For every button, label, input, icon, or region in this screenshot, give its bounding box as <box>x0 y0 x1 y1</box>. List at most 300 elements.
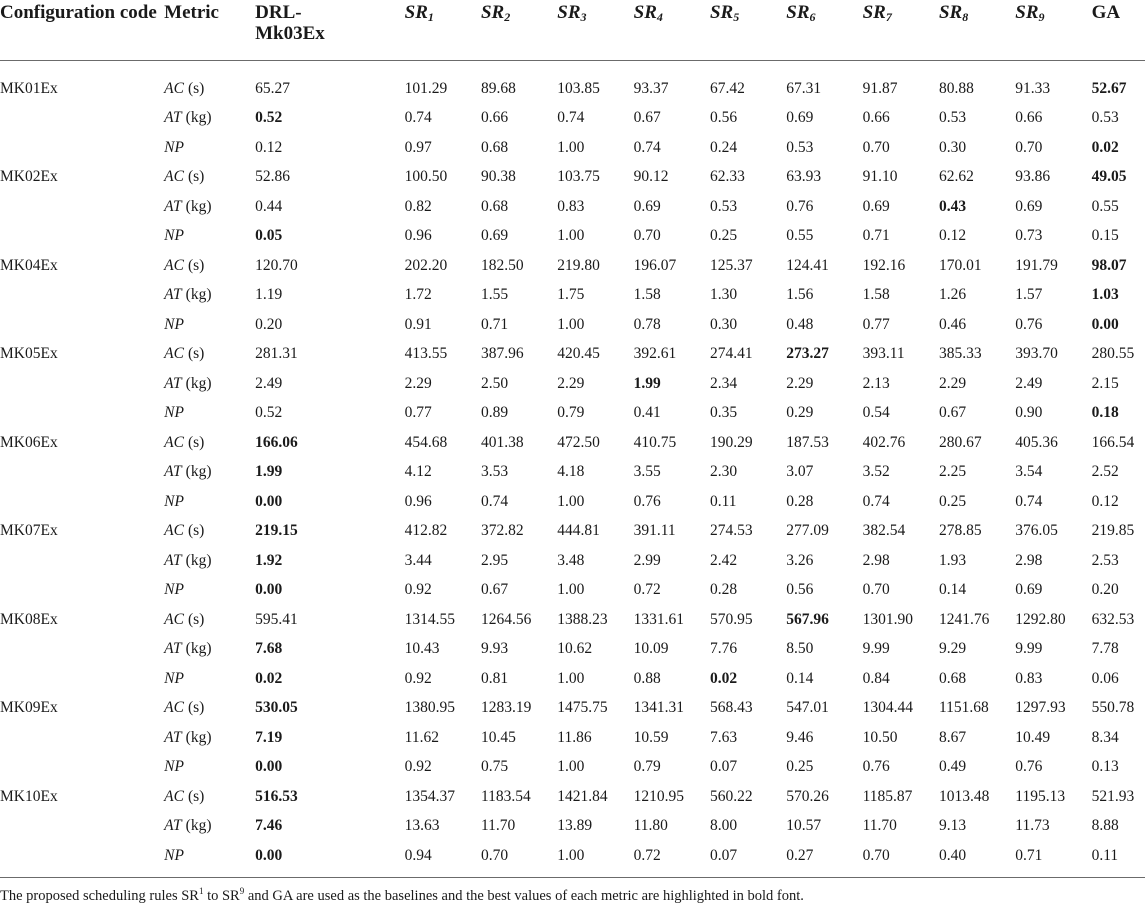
value-cell: 1388.23 <box>557 610 608 628</box>
value-cell: 0.76 <box>862 758 890 776</box>
value-cell: 0.56 <box>709 109 738 127</box>
value-cell: 393.70 <box>1015 345 1058 363</box>
value-cell: 0.76 <box>786 197 814 215</box>
value-cell: 0.28 <box>786 492 814 510</box>
value-cell: 8.50 <box>786 640 814 658</box>
header-sr-7: SR7 <box>862 2 892 24</box>
value-cell: 2.99 <box>633 551 661 569</box>
value-cell: 0.68 <box>480 197 509 215</box>
value-cell: 10.45 <box>480 728 516 746</box>
value-cell: 567.96 <box>786 610 829 628</box>
metric-cell: AT (kg) <box>164 817 212 835</box>
value-cell: 52.67 <box>1091 79 1127 97</box>
metric-cell: NP <box>164 581 184 599</box>
value-cell: 0.53 <box>938 109 967 127</box>
value-cell: 0.92 <box>404 758 432 776</box>
metric-cell: NP <box>164 404 184 422</box>
value-cell: 219.85 <box>1091 522 1135 540</box>
value-cell: 0.72 <box>633 846 661 864</box>
value-cell: 7.19 <box>255 728 283 746</box>
config-code-cell <box>0 458 164 488</box>
value-cell: 11.70 <box>862 817 897 835</box>
value-cell: 192.16 <box>862 256 906 274</box>
value-cell: 1.72 <box>404 286 432 304</box>
table-row <box>0 605 1145 635</box>
value-cell: 0.88 <box>633 669 661 687</box>
value-cell: 13.63 <box>404 817 440 835</box>
value-cell: 9.93 <box>480 640 509 658</box>
value-cell: 0.70 <box>1015 138 1043 156</box>
value-cell: 3.52 <box>862 463 890 481</box>
value-cell: 0.28 <box>709 581 738 599</box>
value-cell: 10.09 <box>633 640 669 658</box>
value-cell: 1.30 <box>709 286 738 304</box>
value-cell: 2.34 <box>709 374 738 392</box>
value-cell: 0.25 <box>709 227 738 245</box>
value-cell: 568.43 <box>709 699 753 717</box>
value-cell: 80.88 <box>938 79 974 97</box>
value-cell: 1.93 <box>938 551 967 569</box>
config-code-cell <box>0 133 164 163</box>
value-cell: 0.55 <box>786 227 814 245</box>
config-code-cell: MK08Ex <box>0 610 58 628</box>
metric-cell: NP <box>164 669 184 687</box>
value-cell: 9.99 <box>1015 640 1043 658</box>
value-cell: 0.81 <box>480 669 509 687</box>
value-cell: 0.18 <box>1091 404 1119 422</box>
value-cell: 2.95 <box>480 551 509 569</box>
table-body <box>0 74 1145 871</box>
value-cell: 11.70 <box>480 817 516 835</box>
value-cell: 0.43 <box>938 197 967 215</box>
header-sr-9: SR9 <box>1015 2 1045 24</box>
value-cell: 1183.54 <box>480 787 531 805</box>
metric-cell: AT (kg) <box>164 286 212 304</box>
metric-cell: AT (kg) <box>164 463 212 481</box>
value-cell: 0.66 <box>480 109 509 127</box>
value-cell: 278.85 <box>938 522 982 540</box>
value-cell: 0.12 <box>255 138 283 156</box>
table-row <box>0 753 1145 783</box>
header-sr-1: SR1 <box>404 2 434 24</box>
value-cell: 280.67 <box>938 433 982 451</box>
config-code-cell: MK09Ex <box>0 699 58 717</box>
value-cell: 3.44 <box>404 551 432 569</box>
value-cell: 0.70 <box>480 846 509 864</box>
value-cell: 10.59 <box>633 728 669 746</box>
value-cell: 0.15 <box>1091 227 1119 245</box>
table-row <box>0 723 1145 753</box>
value-cell: 1.03 <box>1091 286 1119 304</box>
value-cell: 100.50 <box>404 168 448 186</box>
value-cell: 274.41 <box>709 345 753 363</box>
value-cell: 7.63 <box>709 728 738 746</box>
value-cell: 2.42 <box>709 551 738 569</box>
value-cell: 0.92 <box>404 669 432 687</box>
value-cell: 1.00 <box>557 138 585 156</box>
value-cell: 170.01 <box>938 256 982 274</box>
value-cell: 0.68 <box>938 669 967 687</box>
header-sr-5: SR5 <box>709 2 740 24</box>
value-cell: 0.14 <box>786 669 814 687</box>
value-cell: 0.76 <box>1015 315 1043 333</box>
value-cell: 0.70 <box>862 846 890 864</box>
value-cell: 4.18 <box>557 463 585 481</box>
value-cell: 0.69 <box>862 197 890 215</box>
value-cell: 11.80 <box>633 817 668 835</box>
value-cell: 376.05 <box>1015 522 1058 540</box>
value-cell: 1.00 <box>557 669 585 687</box>
value-cell: 89.68 <box>480 79 516 97</box>
value-cell: 1.55 <box>480 286 509 304</box>
value-cell: 0.96 <box>404 227 432 245</box>
value-cell: 472.50 <box>557 433 600 451</box>
value-cell: 187.53 <box>786 433 829 451</box>
value-cell: 2.29 <box>786 374 814 392</box>
value-cell: 0.69 <box>633 197 661 215</box>
value-cell: 120.70 <box>255 256 298 274</box>
value-cell: 3.48 <box>557 551 585 569</box>
value-cell: 0.70 <box>862 138 890 156</box>
value-cell: 0.46 <box>938 315 967 333</box>
value-cell: 0.69 <box>1015 197 1043 215</box>
value-cell: 570.26 <box>786 787 829 805</box>
value-cell: 1.00 <box>557 227 585 245</box>
value-cell: 4.12 <box>404 463 432 481</box>
table-row <box>0 487 1145 517</box>
metric-cell: NP <box>164 227 184 245</box>
config-code-cell <box>0 576 164 606</box>
value-cell: 550.78 <box>1091 699 1135 717</box>
value-cell: 0.92 <box>404 581 432 599</box>
metric-cell: AC (s) <box>164 168 205 186</box>
value-cell: 1210.95 <box>633 787 684 805</box>
value-cell: 1297.93 <box>1015 699 1066 717</box>
value-cell: 125.37 <box>709 256 753 274</box>
value-cell: 1331.61 <box>633 610 684 628</box>
metric-cell: AT (kg) <box>164 374 212 392</box>
value-cell: 0.00 <box>255 758 283 776</box>
value-cell: 103.85 <box>557 79 600 97</box>
value-cell: 93.86 <box>1015 168 1051 186</box>
value-cell: 7.46 <box>255 817 283 835</box>
value-cell: 281.31 <box>255 345 298 363</box>
value-cell: 0.27 <box>786 846 814 864</box>
value-cell: 0.69 <box>786 109 814 127</box>
value-cell: 274.53 <box>709 522 753 540</box>
value-cell: 0.54 <box>862 404 890 422</box>
value-cell: 11.86 <box>557 728 592 746</box>
metric-cell: AC (s) <box>164 345 205 363</box>
value-cell: 10.49 <box>1015 728 1051 746</box>
value-cell: 401.38 <box>480 433 524 451</box>
value-cell: 7.76 <box>709 640 738 658</box>
table-row <box>0 458 1145 488</box>
value-cell: 0.74 <box>862 492 890 510</box>
value-cell: 382.54 <box>862 522 906 540</box>
value-cell: 1314.55 <box>404 610 456 628</box>
value-cell: 1.19 <box>255 286 283 304</box>
value-cell: 0.74 <box>404 109 432 127</box>
value-cell: 387.96 <box>480 345 524 363</box>
value-cell: 13.89 <box>557 817 593 835</box>
config-code-cell: MK10Ex <box>0 787 58 805</box>
value-cell: 8.34 <box>1091 728 1119 746</box>
value-cell: 2.30 <box>709 463 738 481</box>
table-row <box>0 281 1145 311</box>
value-cell: 2.15 <box>1091 374 1119 392</box>
value-cell: 101.29 <box>404 79 448 97</box>
value-cell: 0.00 <box>255 492 283 510</box>
value-cell: 1.00 <box>557 758 585 776</box>
value-cell: 190.29 <box>709 433 753 451</box>
value-cell: 2.29 <box>404 374 432 392</box>
value-cell: 3.53 <box>480 463 509 481</box>
value-cell: 273.27 <box>786 345 829 363</box>
table-row <box>0 133 1145 163</box>
value-cell: 1301.90 <box>862 610 913 628</box>
value-cell: 1.92 <box>255 551 283 569</box>
value-cell: 10.62 <box>557 640 593 658</box>
value-cell: 0.00 <box>1091 315 1119 333</box>
value-cell: 1.00 <box>557 846 585 864</box>
value-cell: 0.74 <box>480 492 509 510</box>
value-cell: 1195.13 <box>1015 787 1066 805</box>
value-cell: 98.07 <box>1091 256 1127 274</box>
value-cell: 516.53 <box>255 787 298 805</box>
value-cell: 202.20 <box>404 256 448 274</box>
config-code-cell <box>0 723 164 753</box>
metric-cell: AT (kg) <box>164 197 212 215</box>
value-cell: 3.07 <box>786 463 814 481</box>
value-cell: 3.26 <box>786 551 814 569</box>
value-cell: 1151.68 <box>938 699 989 717</box>
value-cell: 11.62 <box>404 728 439 746</box>
value-cell: 0.52 <box>255 109 283 127</box>
value-cell: 8.88 <box>1091 817 1119 835</box>
value-cell: 0.96 <box>404 492 432 510</box>
value-cell: 1354.37 <box>404 787 456 805</box>
value-cell: 570.95 <box>709 610 753 628</box>
value-cell: 9.46 <box>786 728 814 746</box>
header-sr-8: SR8 <box>938 2 969 24</box>
value-cell: 219.80 <box>557 256 600 274</box>
value-cell: 0.70 <box>862 581 890 599</box>
value-cell: 0.11 <box>709 492 737 510</box>
value-cell: 0.97 <box>404 138 432 156</box>
config-code-cell <box>0 753 164 783</box>
table-row <box>0 163 1145 193</box>
value-cell: 2.52 <box>1091 463 1119 481</box>
value-cell: 166.54 <box>1091 433 1135 451</box>
value-cell: 0.25 <box>938 492 967 510</box>
value-cell: 0.71 <box>480 315 509 333</box>
value-cell: 277.09 <box>786 522 829 540</box>
value-cell: 1.00 <box>557 315 585 333</box>
value-cell: 0.30 <box>938 138 967 156</box>
value-cell: 632.53 <box>1091 610 1135 628</box>
value-cell: 0.89 <box>480 404 509 422</box>
value-cell: 0.00 <box>255 581 283 599</box>
value-cell: 0.07 <box>709 846 738 864</box>
value-cell: 0.41 <box>633 404 661 422</box>
header-ga: GA <box>1091 2 1121 23</box>
value-cell: 2.53 <box>1091 551 1119 569</box>
value-cell: 0.11 <box>1091 846 1119 864</box>
value-cell: 10.57 <box>786 817 822 835</box>
value-cell: 0.74 <box>557 109 585 127</box>
config-code-cell: MK05Ex <box>0 345 58 363</box>
table-footnote: The proposed scheduling rules $SR^1$ to $SR^9$ and GA are used as the baselines and the best values of each metric are highlighted in bold font. <box>0 886 804 904</box>
metric-cell: AC (s) <box>164 610 205 628</box>
header-sr-4: SR4 <box>633 2 663 24</box>
header-sr-6: SR6 <box>786 2 816 24</box>
value-cell: 196.07 <box>633 256 677 274</box>
config-code-cell <box>0 664 164 694</box>
value-cell: 191.79 <box>1015 256 1058 274</box>
value-cell: 0.14 <box>938 581 967 599</box>
value-cell: 0.67 <box>633 109 661 127</box>
value-cell: 0.75 <box>480 758 509 776</box>
metric-cell: NP <box>164 846 184 864</box>
table-row <box>0 694 1145 724</box>
value-cell: 0.12 <box>938 227 967 245</box>
value-cell: 0.71 <box>862 227 890 245</box>
value-cell: 1.57 <box>1015 286 1043 304</box>
value-cell: 52.86 <box>255 168 290 186</box>
value-cell: 9.13 <box>938 817 967 835</box>
value-cell: 521.93 <box>1091 787 1135 805</box>
value-cell: 1283.19 <box>480 699 532 717</box>
value-cell: 0.07 <box>709 758 738 776</box>
metric-cell: AC (s) <box>164 699 205 717</box>
config-code-cell: MK07Ex <box>0 522 58 540</box>
value-cell: 402.76 <box>862 433 906 451</box>
value-cell: 67.31 <box>786 79 822 97</box>
config-code-cell <box>0 546 164 576</box>
table-row <box>0 576 1145 606</box>
table-row <box>0 664 1145 694</box>
value-cell: 1.00 <box>557 581 585 599</box>
value-cell: 0.74 <box>1015 492 1043 510</box>
table-row <box>0 222 1145 252</box>
metric-cell: AC (s) <box>164 433 205 451</box>
value-cell: 0.48 <box>786 315 814 333</box>
value-cell: 0.66 <box>862 109 890 127</box>
value-cell: 11.73 <box>1015 817 1050 835</box>
value-cell: 91.10 <box>862 168 898 186</box>
value-cell: 560.22 <box>709 787 753 805</box>
value-cell: 0.69 <box>480 227 509 245</box>
value-cell: 91.87 <box>862 79 898 97</box>
value-cell: 7.78 <box>1091 640 1119 658</box>
value-cell: 0.00 <box>255 846 283 864</box>
value-cell: 2.29 <box>938 374 967 392</box>
value-cell: 9.29 <box>938 640 967 658</box>
value-cell: 1264.56 <box>480 610 532 628</box>
value-cell: 1421.84 <box>557 787 608 805</box>
value-cell: 0.67 <box>938 404 967 422</box>
value-cell: 0.49 <box>938 758 967 776</box>
value-cell: 0.02 <box>1091 138 1119 156</box>
value-cell: 62.62 <box>938 168 974 186</box>
config-code-cell <box>0 487 164 517</box>
value-cell: 0.30 <box>709 315 738 333</box>
value-cell: 0.13 <box>1091 758 1119 776</box>
value-cell: 0.12 <box>1091 492 1119 510</box>
value-cell: 454.68 <box>404 433 448 451</box>
value-cell: 0.52 <box>255 404 283 422</box>
config-code-cell: MK01Ex <box>0 79 58 97</box>
table-row <box>0 192 1145 222</box>
value-cell: 413.55 <box>404 345 448 363</box>
value-cell: 412.82 <box>404 522 448 540</box>
value-cell: 0.76 <box>1015 758 1043 776</box>
metric-cell: NP <box>164 138 184 156</box>
value-cell: 219.15 <box>255 522 298 540</box>
value-cell: 0.66 <box>1015 109 1043 127</box>
metric-cell: AC (s) <box>164 79 205 97</box>
metric-cell: AC (s) <box>164 256 205 274</box>
value-cell: 63.93 <box>786 168 822 186</box>
value-cell: 0.79 <box>633 758 661 776</box>
value-cell: 62.33 <box>709 168 745 186</box>
header-sr-2: SR2 <box>480 2 511 24</box>
table-header-row <box>0 0 1145 61</box>
config-code-cell <box>0 812 164 842</box>
header-metric: Metric <box>164 2 219 23</box>
config-code-cell <box>0 841 164 871</box>
config-code-cell: MK06Ex <box>0 433 58 451</box>
value-cell: 385.33 <box>938 345 982 363</box>
table-row <box>0 369 1145 399</box>
value-cell: 8.00 <box>709 817 738 835</box>
value-cell: 0.53 <box>786 138 814 156</box>
value-cell: 391.11 <box>633 522 676 540</box>
value-cell: 530.05 <box>255 699 298 717</box>
value-cell: 2.50 <box>480 374 509 392</box>
value-cell: 2.49 <box>1015 374 1043 392</box>
value-cell: 10.43 <box>404 640 440 658</box>
value-cell: 0.77 <box>404 404 432 422</box>
metric-cell: NP <box>164 492 184 510</box>
value-cell: 392.61 <box>633 345 677 363</box>
table-row <box>0 74 1145 104</box>
value-cell: 90.38 <box>480 168 516 186</box>
value-cell: 0.56 <box>786 581 814 599</box>
table-row <box>0 251 1145 281</box>
value-cell: 2.98 <box>862 551 890 569</box>
value-cell: 0.53 <box>709 197 738 215</box>
table-row <box>0 517 1145 547</box>
config-code-cell <box>0 399 164 429</box>
value-cell: 1304.44 <box>862 699 913 717</box>
config-code-cell <box>0 310 164 340</box>
value-cell: 0.77 <box>862 315 890 333</box>
value-cell: 1185.87 <box>862 787 913 805</box>
value-cell: 103.75 <box>557 168 600 186</box>
value-cell: 1.99 <box>633 374 661 392</box>
value-cell: 0.83 <box>1015 669 1043 687</box>
value-cell: 2.25 <box>938 463 967 481</box>
value-cell: 0.94 <box>404 846 432 864</box>
value-cell: 2.13 <box>862 374 890 392</box>
value-cell: 1.99 <box>255 463 283 481</box>
value-cell: 2.98 <box>1015 551 1043 569</box>
value-cell: 0.40 <box>938 846 967 864</box>
header-drl: DRL-Mk03Ex <box>255 2 325 44</box>
table-row <box>0 812 1145 842</box>
